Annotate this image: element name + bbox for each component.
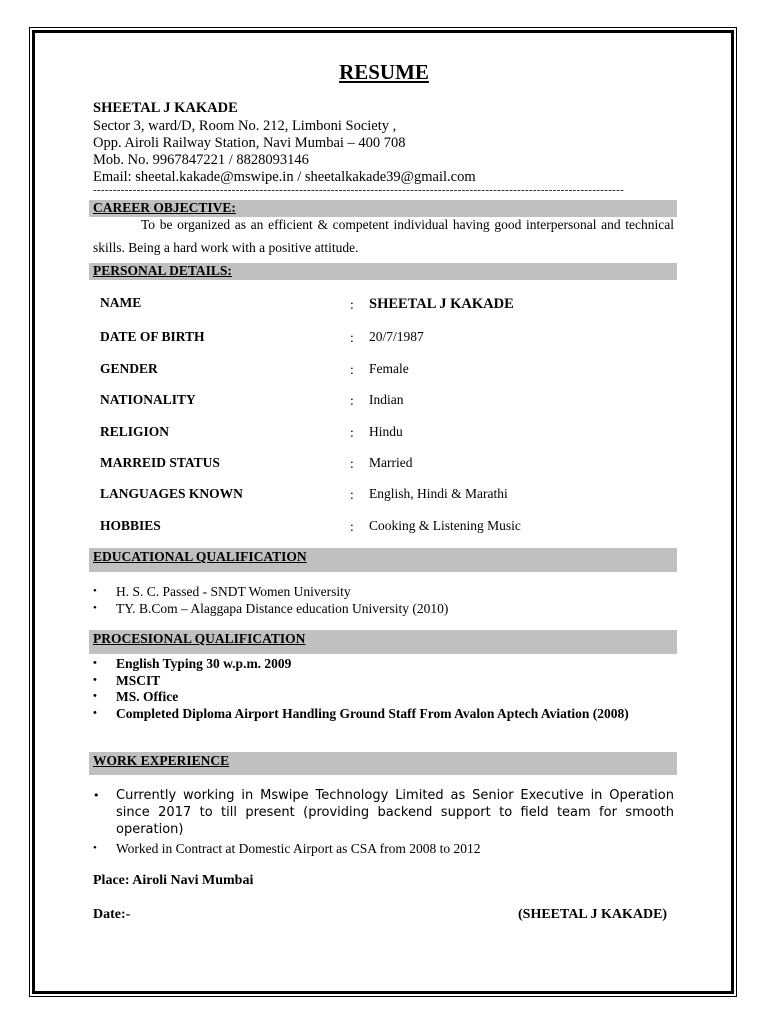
detail-colon: :: [350, 425, 354, 440]
career-objective-text: [93, 213, 674, 259]
detail-value: 20/7/1987: [369, 329, 424, 344]
detail-value: SHEETAL J KAKADE: [369, 296, 514, 312]
section-bar-personal-details: [89, 263, 677, 280]
detail-value: Indian: [369, 392, 404, 407]
detail-label: MARREID STATUS: [100, 455, 220, 470]
address-line-2: Opp. Airoli Railway Station, Navi Mumbai – 400 708: [93, 135, 406, 151]
detail-colon: :: [350, 456, 354, 471]
detail-value: Married: [369, 455, 413, 470]
bullet-icon: •: [93, 690, 97, 702]
separator-line: --------------------------------------------------------------------------------------------------------------------------------------: [93, 184, 625, 196]
list-item-text: Completed Diploma Airport Handling Ground Staff From Avalon Aptech Aviation (2008): [116, 706, 629, 721]
detail-label: DATE OF BIRTH: [100, 329, 205, 344]
detail-label: NATIONALITY: [100, 392, 196, 407]
detail-colon: :: [350, 362, 354, 377]
section-bar-professional: [89, 630, 677, 654]
bullet-icon: •: [93, 657, 97, 669]
list-item: [93, 583, 674, 600]
detail-label: HOBBIES: [100, 518, 161, 533]
list-item: [93, 655, 674, 672]
detail-colon: :: [350, 519, 354, 534]
mobile-number: Mob. No. 9967847221 / 8828093146: [93, 152, 309, 168]
list-item: [93, 688, 674, 705]
list-item: [93, 840, 674, 857]
section-heading: PERSONAL DETAILS:: [93, 263, 232, 278]
career-objective-body: To be organized as an efficient & competent individual having good interpersonal and technical skills. Being a hard work with a positive attitude.: [93, 217, 674, 255]
detail-label: NAME: [100, 295, 142, 310]
list-item: [93, 672, 674, 689]
detail-value: Hindu: [369, 424, 403, 439]
list-item: [93, 787, 674, 838]
section-heading: EDUCATIONAL QUALIFICATION: [93, 549, 307, 564]
email-address: Email: sheetal.kakade@mswipe.in / sheetalkakade39@gmail.com: [93, 169, 476, 185]
list-item: [93, 600, 674, 617]
section-heading: PROCESIONAL QUALIFICATION: [93, 631, 306, 646]
page-title: RESUME: [339, 60, 429, 84]
detail-colon: :: [350, 297, 354, 312]
list-item-text: TY. B.Com – Alaggapa Distance education University (2010): [116, 601, 449, 616]
bullet-icon: •: [93, 585, 97, 597]
list-item-text: MSCIT: [116, 673, 161, 688]
bullet-icon: •: [93, 602, 97, 614]
list-item-text: MS. Office: [116, 689, 179, 704]
section-heading: CAREER OBJECTIVE:: [93, 200, 236, 215]
detail-value: Cooking & Listening Music: [369, 518, 521, 533]
detail-value: English, Hindi & Marathi: [369, 486, 508, 501]
detail-label: RELIGION: [100, 424, 170, 439]
signature-name: (SHEETAL J KAKADE): [518, 907, 668, 922]
list-item-text: Currently working in Mswipe Technology Limited as Senior Executive in Operation since 2017 to till present (providing backend support to field team for smooth operation): [116, 788, 674, 837]
list-item: [93, 705, 674, 722]
detail-label: LANGUAGES KNOWN: [100, 486, 243, 501]
detail-colon: :: [350, 330, 354, 345]
bullet-icon: •: [93, 674, 97, 686]
detail-value: Female: [369, 361, 409, 376]
section-heading: WORK EXPERIENCE: [93, 753, 230, 768]
detail-colon: :: [350, 487, 354, 502]
bullet-icon: •: [93, 707, 97, 719]
section-bar-education: [89, 548, 677, 572]
address-line-1: Sector 3, ward/D, Room No. 212, Limboni Society ,: [93, 118, 397, 134]
bullet-icon: •: [93, 789, 100, 802]
section-bar-work-experience: [89, 752, 677, 775]
list-item-text: English Typing 30 w.p.m. 2009: [116, 656, 292, 671]
detail-label: GENDER: [100, 361, 158, 376]
list-item-text: H. S. C. Passed - SNDT Women University: [116, 584, 351, 599]
date-line: Date:-: [93, 907, 131, 922]
bullet-icon: •: [93, 842, 97, 854]
place-line: Place: Airoli Navi Mumbai: [93, 873, 254, 888]
detail-colon: :: [350, 393, 354, 408]
list-item-text: Worked in Contract at Domestic Airport as CSA from 2008 to 2012: [116, 841, 481, 856]
applicant-name: SHEETAL J KAKADE: [93, 100, 238, 116]
